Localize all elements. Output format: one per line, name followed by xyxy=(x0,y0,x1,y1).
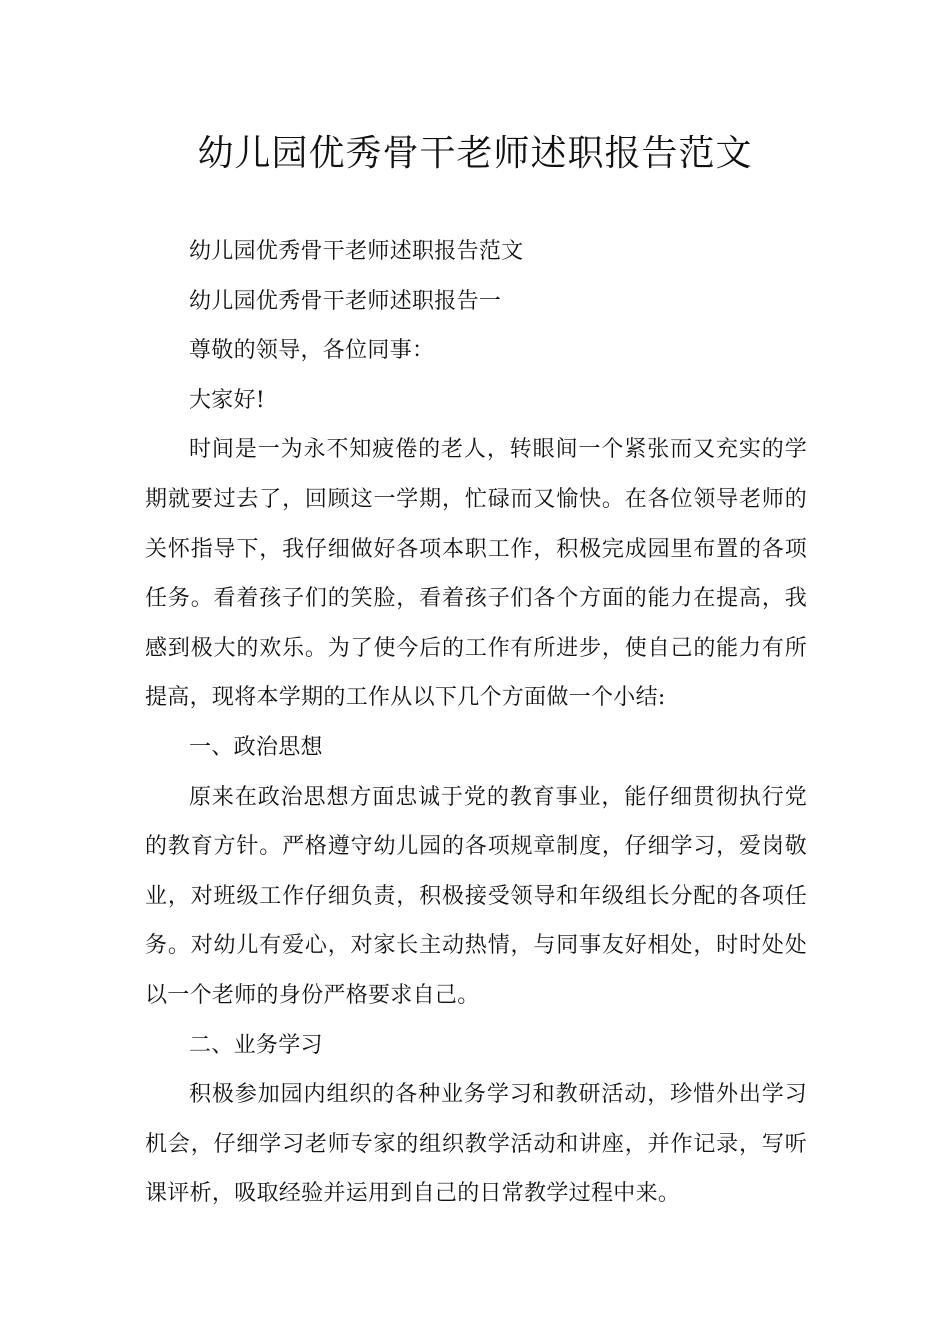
paragraph-subtitle: 幼儿园优秀骨干老师述职报告范文 xyxy=(189,239,524,264)
paragraph-study: 积极参加园内组织的各种业务学习和教研活动，珍惜外出学习机会，仔细学习老师专家的组织教学活动和讲座，并作记录，写听课评析，吸取经验并运用到自己的日常教学过程中来。 xyxy=(145,1082,807,1207)
document-title: 幼儿园优秀骨干老师述职报告范文 xyxy=(197,133,753,174)
paragraph-greeting: 大家好! xyxy=(189,387,266,413)
paragraph-intro: 时间是一为永不知疲倦的老人，转眼间一个紧张而又充实的学期就要过去了，回顾这一学期，忙碌而又愉快。在各位领导老师的关怀指导下，我仔细做好各项本职工作，积极完成园里布置的各项任务。看着孩子们的笑脸，看着孩子们各个方面的能力在提高，我感到极大的欢乐。为了使今后的工作有所进步，使自己的能力有所提高，现将本学期的工作从以下几个方面做一个小结: xyxy=(145,437,807,711)
paragraph-report-heading: 幼儿园优秀骨干老师述职报告一 xyxy=(189,288,502,314)
section-heading-politics: 一、政治思想 xyxy=(189,734,323,760)
paragraph-politics: 原来在政治思想方面忠诚于党的教育事业，能仔细贯彻执行党的教育方针。严格遵守幼儿园的各项规章制度，仔细学习，爱岗敬业，对班级工作仔细负责，积极接受领导和年级组长分配的各项任务。对幼儿有爱心，对家长主动热情，与同事友好相处，时时处处以一个老师的身份严格要求自己。 xyxy=(145,784,807,1008)
section-heading-study: 二、业务学习 xyxy=(189,1032,323,1058)
paragraph-salutation: 尊敬的领导，各位同事： xyxy=(189,338,435,364)
document-body xyxy=(145,227,807,1219)
